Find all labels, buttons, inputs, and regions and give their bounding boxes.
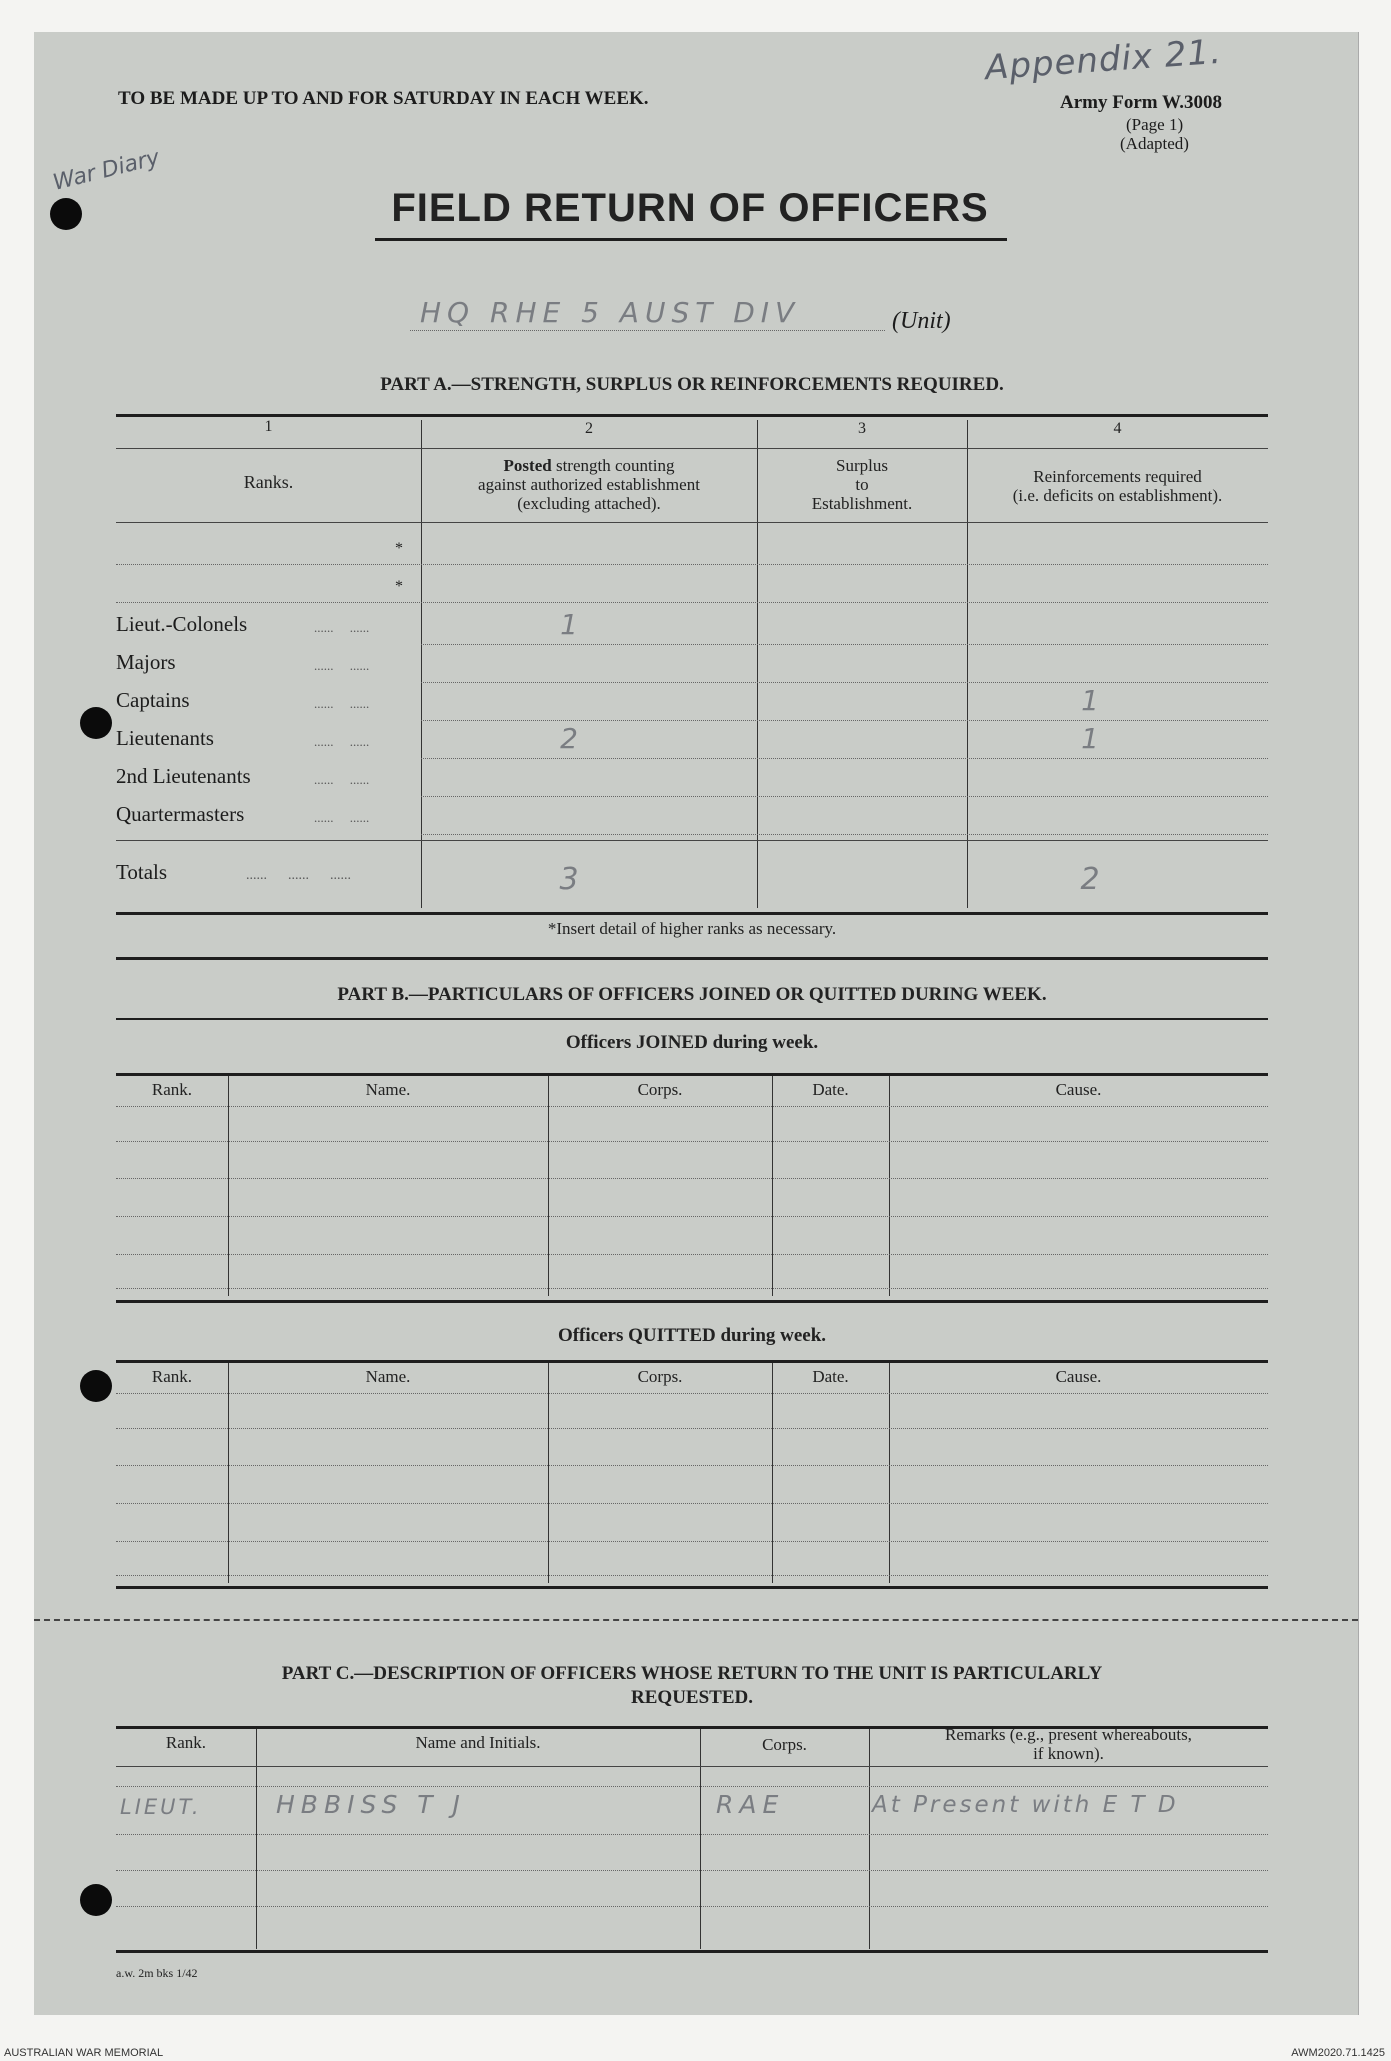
perforation-line <box>34 1619 1358 1621</box>
col1-header: Ranks. <box>243 472 294 492</box>
part-c-col-remarks <box>869 1725 1268 1763</box>
table-row-rule <box>116 1503 1268 1504</box>
part-c-row-rule <box>116 1786 1268 1787</box>
rank-posted: 2 <box>560 722 582 755</box>
part-c-bottom-rule <box>116 1950 1268 1953</box>
table-row-rule <box>116 1216 1268 1217</box>
table-row-rule <box>116 1465 1268 1466</box>
rank-leader-dots: ...... ...... <box>314 734 370 749</box>
printer-code: a.w. 2m bks 1/42 <box>116 1966 198 1980</box>
table-row-rule <box>116 1254 1268 1255</box>
totals-rule <box>116 840 1268 841</box>
rank-row <box>0 644 1391 682</box>
totals-reinforcements: 2 <box>1080 862 1104 897</box>
unit-value: HQ RHE 5 AUST DIV <box>420 296 801 329</box>
rank-leader-dots: ...... ...... <box>314 658 370 673</box>
row-rule <box>421 834 1268 835</box>
punch-hole <box>50 198 82 230</box>
col-number-3: 3 <box>858 420 866 437</box>
rank-label: Lieutenants <box>116 726 214 750</box>
asterisk-marker: * <box>395 540 403 557</box>
quitted-title-pre: Officers <box>557 1325 629 1346</box>
rank-row <box>0 796 1391 834</box>
table-col-header: Corps. <box>637 1367 683 1386</box>
punch-hole <box>80 1884 112 1916</box>
table-col-header: Cause. <box>1055 1367 1102 1386</box>
unit-line <box>410 330 885 331</box>
col-number-2: 2 <box>585 420 593 437</box>
table-col-divider <box>889 1363 890 1583</box>
table-col-header: Name. <box>365 1080 411 1099</box>
totals-posted: 3 <box>559 862 583 897</box>
joined-title <box>116 1032 1268 1054</box>
part-c-col-divider <box>700 1729 701 1949</box>
rank-row <box>0 606 1391 644</box>
part-c-col-divider <box>256 1729 257 1949</box>
unit-label: (Unit) <box>892 308 951 334</box>
form-page: (Page 1) <box>1126 115 1184 134</box>
col2-header-bold: Posted <box>503 456 552 475</box>
quitted-title-post: during week. <box>715 1325 827 1346</box>
totals-label: Totals <box>116 860 168 884</box>
table-col-header: Cause. <box>1055 1080 1102 1099</box>
quitted-table-bottom <box>116 1586 1268 1589</box>
col-number-rule <box>116 448 1268 449</box>
part-c-entry-rank: LIEUT. <box>120 1795 202 1819</box>
joined-title-key: JOINED <box>636 1032 708 1053</box>
table-row-rule <box>116 1288 1268 1289</box>
col-number-1: 1 <box>264 418 273 435</box>
row-rule <box>116 564 1268 565</box>
part-c-entry-remarks: At Present with E T D <box>872 1792 1179 1818</box>
table-col-divider <box>228 1076 229 1296</box>
rank-label: Majors <box>116 650 176 674</box>
table-row-rule <box>116 1178 1268 1179</box>
part-b-top-rule <box>116 1018 1268 1020</box>
rank-label: Lieut.-Colonels <box>116 612 248 636</box>
quitted-table-top <box>116 1360 1268 1363</box>
footer-left: AUSTRALIAN WAR MEMORIAL <box>4 2047 164 2059</box>
form-adapted: (Adapted) <box>1120 134 1189 153</box>
rank-reinforcements: 1 <box>1081 684 1103 717</box>
part-a-heading: PART A.—STRENGTH, SURPLUS OR REINFORCEMENTS REQUIRED. <box>380 374 1004 395</box>
table-col-divider <box>548 1076 549 1296</box>
rank-row <box>0 682 1391 720</box>
part-c-row-rule <box>116 1870 1268 1871</box>
table-row-rule <box>116 1141 1268 1142</box>
title-underline <box>375 238 1007 241</box>
war-diary-handwritten: War Diary <box>50 145 163 196</box>
col4-header-line: Reinforcements required <box>1033 467 1202 486</box>
rank-leader-dots: ...... ...... <box>314 620 370 635</box>
totals-dots: ...... ...... ...... <box>246 868 351 883</box>
rank-row <box>0 758 1391 796</box>
rank-label: Captains <box>116 688 190 712</box>
rank-label: Quartermasters <box>116 802 245 826</box>
col3-header-line: Surplus <box>836 456 888 475</box>
part-c-col-remarks-line1: Remarks (e.g., present whereabouts, <box>945 1725 1192 1744</box>
quitted-title-key: QUITTED <box>628 1325 716 1346</box>
joined-title-pre: Officers <box>565 1032 637 1053</box>
part-c-entry-corps: RAE <box>716 1790 785 1819</box>
col4-header <box>967 467 1268 505</box>
rank-posted: 1 <box>560 608 582 641</box>
footnote: *Insert detail of higher ranks as necessary. <box>547 919 837 938</box>
table-row-rule <box>116 1541 1268 1542</box>
rank-row <box>0 720 1391 758</box>
table-col-divider <box>228 1363 229 1583</box>
col3-header <box>757 456 967 513</box>
col2-header <box>421 456 757 513</box>
part-a-end-rule <box>116 957 1268 960</box>
page-title: FIELD RETURN OF OFFICERS <box>391 186 989 230</box>
joined-table-top <box>116 1073 1268 1076</box>
part-c-heading-line2: REQUESTED. <box>631 1687 753 1708</box>
part-c-row-rule <box>116 1906 1268 1907</box>
table-col-divider <box>772 1363 773 1583</box>
col2-header-line2: against authorized establishment <box>478 475 700 494</box>
part-c-entry-name: HBBISS T J <box>276 1790 466 1819</box>
rank-label: 2nd Lieutenants <box>116 764 251 788</box>
part-b-heading: PART B.—PARTICULARS OF OFFICERS JOINED OR QUITTED DURING WEEK. <box>337 984 1047 1005</box>
part-c-heading-line1: PART C.—DESCRIPTION OF OFFICERS WHOSE RETURN TO THE UNIT IS PARTICULARLY <box>281 1663 1103 1684</box>
row-rule <box>116 602 1268 603</box>
table-col-header: Rank. <box>151 1080 193 1099</box>
col3-header-line: Establishment. <box>811 494 913 513</box>
table-col-header: Date. <box>812 1367 849 1386</box>
part-c-col-name: Name and Initials. <box>415 1733 541 1752</box>
part-a-header-rule <box>116 522 1268 523</box>
table-col-divider <box>772 1076 773 1296</box>
table-col-divider <box>548 1363 549 1583</box>
table-col-header: Rank. <box>151 1367 193 1386</box>
table-row-rule <box>116 1106 1268 1107</box>
quitted-title <box>116 1325 1268 1347</box>
rank-reinforcements: 1 <box>1081 722 1103 755</box>
part-c-header-rule <box>116 1766 1268 1767</box>
rank-leader-dots: ...... ...... <box>314 772 370 787</box>
part-a-bottom-rule <box>116 912 1268 915</box>
table-col-header: Date. <box>812 1080 849 1099</box>
rank-leader-dots: ...... ...... <box>314 810 370 825</box>
part-c-col-corps: Corps. <box>762 1735 807 1754</box>
table-col-header: Corps. <box>637 1080 683 1099</box>
col-number-4: 4 <box>1113 420 1122 437</box>
col2-header-rest: strength counting <box>551 456 675 475</box>
asterisk-marker: * <box>395 578 403 595</box>
appendix-handwritten: Appendix 21. <box>983 31 1224 89</box>
joined-title-post: during week. <box>707 1032 819 1053</box>
rank-leader-dots: ...... ...... <box>314 696 370 711</box>
table-row-rule <box>116 1575 1268 1576</box>
col3-header-line: to <box>855 475 869 494</box>
table-col-header: Name. <box>365 1367 411 1386</box>
punch-hole <box>80 1370 112 1402</box>
instruction-text: TO BE MADE UP TO AND FOR SATURDAY IN EACH WEEK. <box>118 88 649 109</box>
part-c-col-remarks-line2: if known). <box>1033 1744 1104 1763</box>
part-a-top-rule <box>116 414 1268 417</box>
footer-right: AWM2020.71.1425 <box>1291 2047 1385 2059</box>
table-col-divider <box>889 1076 890 1296</box>
col2-header-line3: (excluding attached). <box>517 494 661 513</box>
form-number: Army Form W.3008 <box>1060 92 1223 113</box>
col4-header-line: (i.e. deficits on establishment). <box>1012 486 1223 505</box>
joined-table-bottom <box>116 1300 1268 1303</box>
table-row-rule <box>116 1393 1268 1394</box>
part-c-row-rule <box>116 1834 1268 1835</box>
table-row-rule <box>116 1428 1268 1429</box>
part-c-col-rank: Rank. <box>165 1733 207 1752</box>
